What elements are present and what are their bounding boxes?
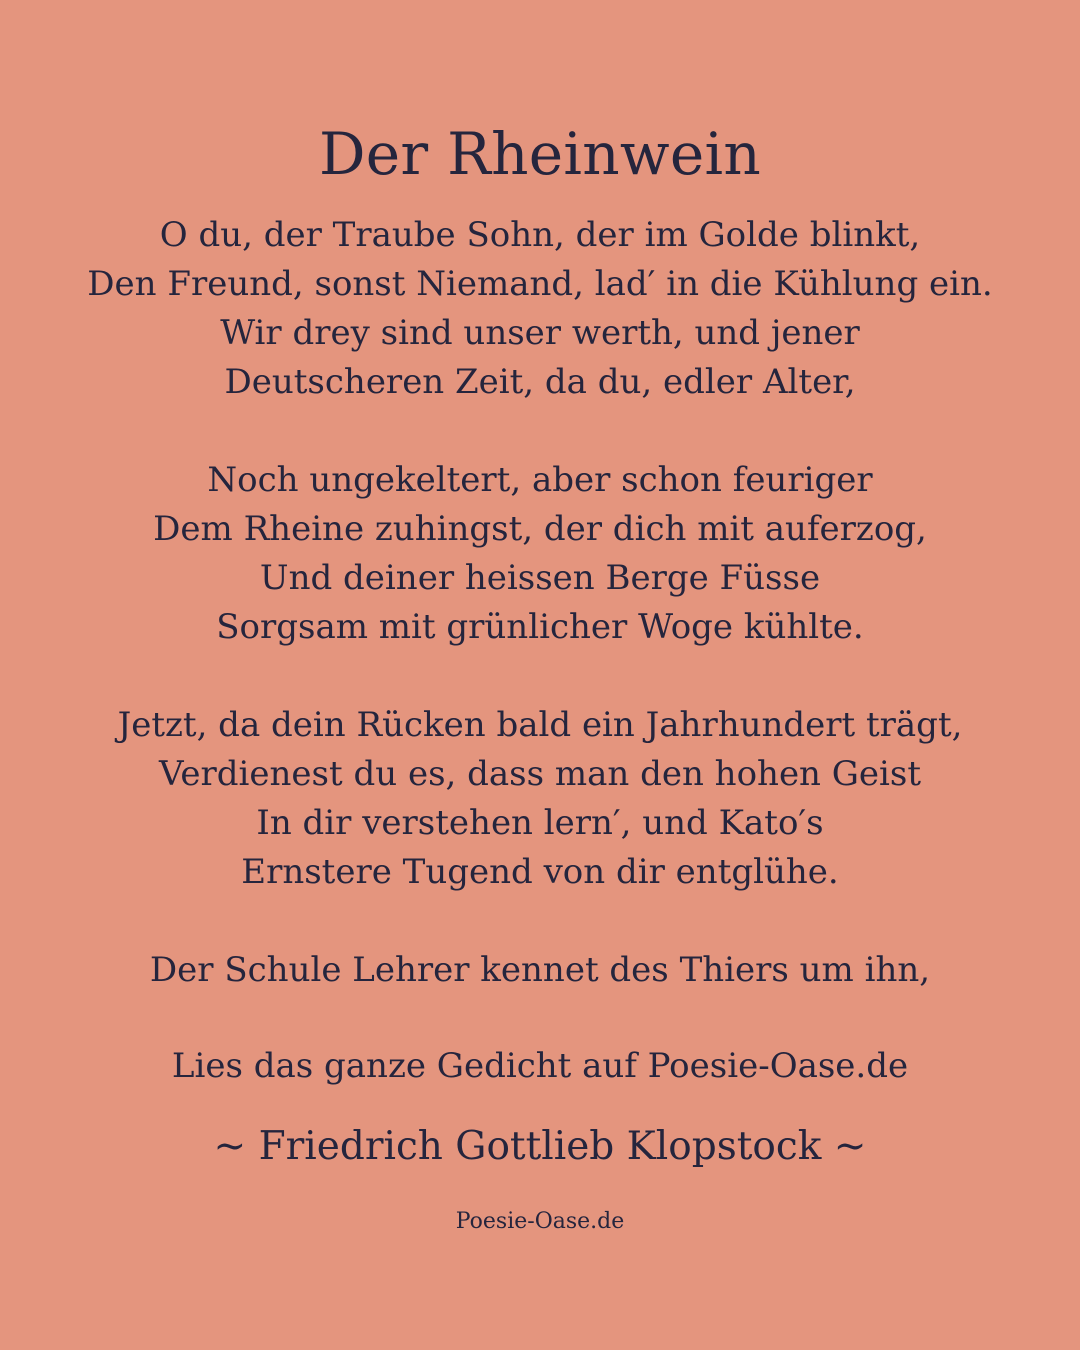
poem-line: Dem Rheine zuhingst, der dich mit auferzog, [153,509,927,549]
poem-line: Ernstere Tugend von dir entglühe. [241,852,839,892]
poem-line: Und deiner heissen Berge Füsse [259,558,821,598]
stanza-2 [0,456,1080,652]
poem-line: Verdienest du es, dass man den hohen Geist [158,754,922,794]
stanza-3 [0,701,1080,897]
poem-line: Den Freund, sonst Niemand, lad′ in die Kühlung ein. [87,264,993,304]
stanza-4 [0,946,1080,995]
poem-line: Der Schule Lehrer kennet des Thiers um ihn, [149,950,931,990]
poem-line: Sorgsam mit grünlicher Woge kühlte. [216,607,864,647]
poem-line: Noch ungekeltert, aber schon feuriger [207,460,873,500]
poem-body [0,211,1080,1044]
poem-line: Deutscheren Zeit, da du, edler Alter, [224,362,856,402]
poem-title: Der Rheinwein [318,120,761,188]
poem-line: Jetzt, da dein Rücken bald ein Jahrhundert trägt, [117,705,963,745]
poem-line: O du, der Traube Sohn, der im Golde blinkt, [159,215,921,255]
stanza-1 [0,211,1080,407]
poem-line: Wir drey sind unser werth, und jener [220,313,860,353]
poem-line: In dir verstehen lern′, und Kato′s [256,803,824,843]
read-full-poem-text: Lies das ganze Gedicht auf Poesie-Oase.de [171,1046,909,1086]
site-watermark: Poesie-Oase.de [455,1209,625,1234]
author-signature: ~ Friedrich Gottlieb Klopstock ~ [213,1124,867,1169]
